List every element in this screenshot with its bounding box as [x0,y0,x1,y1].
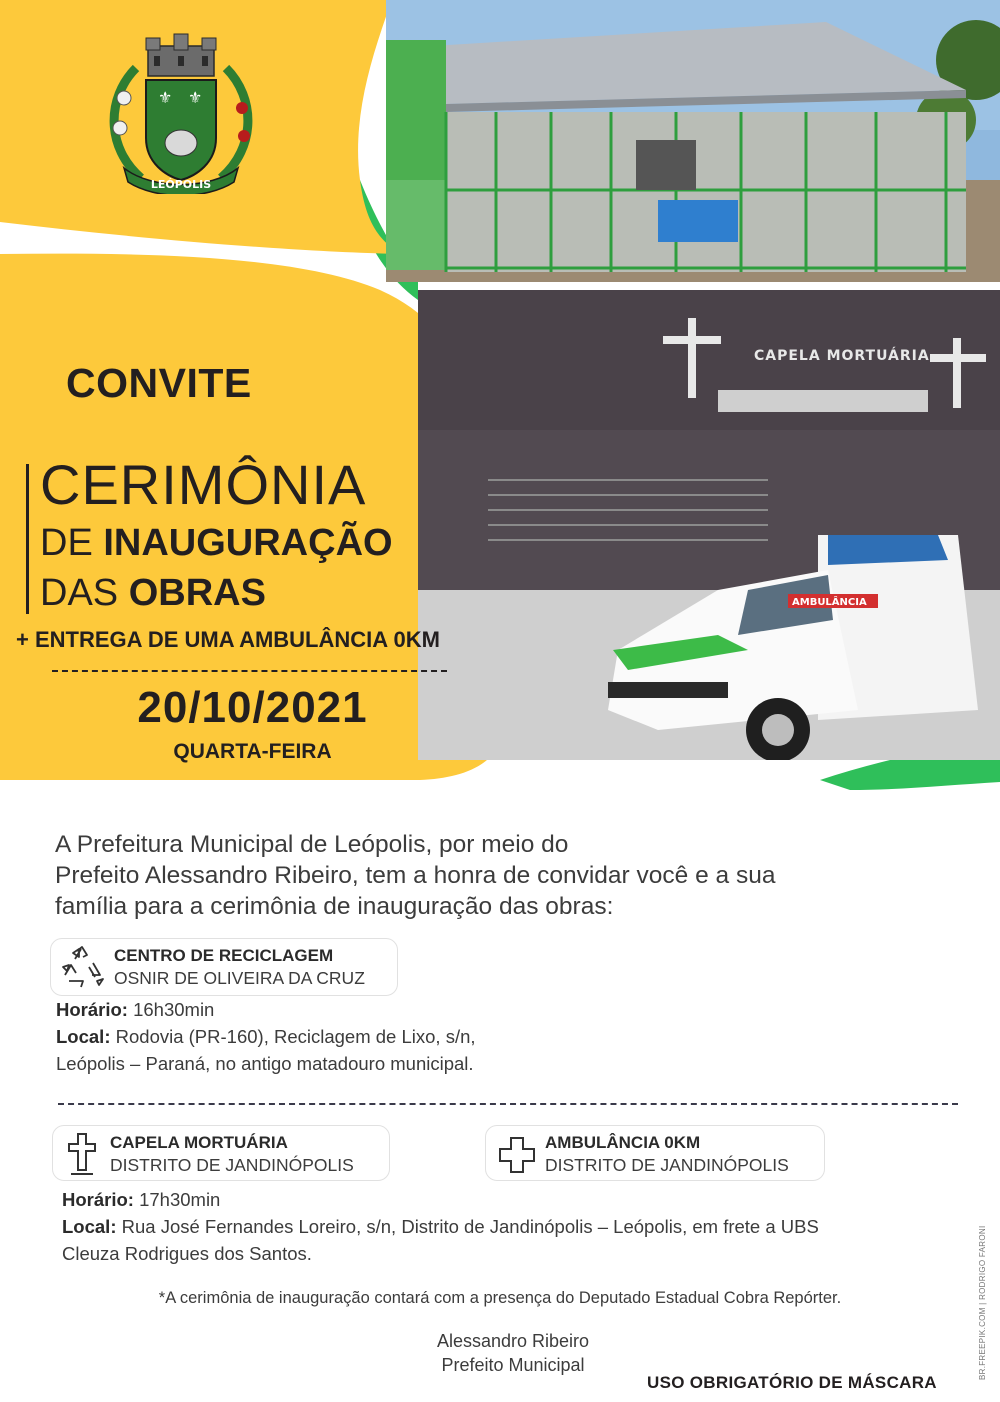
svg-text:AMBULÂNCIA: AMBULÂNCIA [792,597,867,608]
ceremony-title-line2: DE INAUGURAÇÃO [40,522,393,564]
dashed-divider [52,670,447,672]
signer-name: Alessandro Ribeiro [436,1331,590,1351]
svg-text:LEÓPOLIS: LEÓPOLIS [150,178,212,191]
mask-required-notice: USO OBRIGATÓRIO DE MÁSCARA [647,1373,937,1392]
cross-icon [59,1130,105,1176]
title-accent-bar [26,464,29,614]
jandinopolis-details: Horário: 17h30min Local: Rua José Fernandes Loreiro, s/n, Distrito de Jandinópolis – Leópolis, em frete a UBS Cleuza Rodrigues dos Santos. [62,1189,819,1264]
ambulance-subtitle: DISTRITO DE JANDINÓPOLIS [545,1155,789,1175]
intro-paragraph: A Prefeitura Municipal de Leópolis, por meio do Prefeito Alessandro Ribeiro, tem a honra de convidar você e a sua família para a cerimônia de inauguração das obras: [55,831,776,920]
recycle-icon [59,945,105,991]
chapel-ambulance-photo [418,290,1000,760]
invitation-label: CONVITE [66,360,252,406]
ceremony-title-line3: DAS OBRAS [40,572,266,614]
ceremony-title: CERIMÔNIA [40,453,367,516]
recycling-center-subtitle: OSNIR DE OLIVEIRA DA CRUZ [114,968,365,988]
ambulance-title: AMBULÂNCIA 0KM [545,1133,701,1152]
signer-role: Prefeito Municipal [441,1355,585,1375]
recycling-center-card [50,938,398,996]
image-credit: BR.FREEPIK.COM | RODRIGO FARONI [978,1225,987,1380]
svg-text:CAPELA MORTUÁRIA: CAPELA MORTUÁRIA [754,348,930,364]
medical-cross-icon [494,1132,540,1178]
event-date: 20/10/2021 [137,683,368,732]
recycling-center-title: CENTRO DE RECICLAGEM [114,946,334,965]
attendance-note: *A cerimônia de inauguração contará com a presença do Deputado Estadual Cobra Repórter. [158,1289,842,1307]
chapel-subtitle: DISTRITO DE JANDINÓPOLIS [110,1155,354,1175]
recycling-center-photo [386,0,1000,282]
chapel-card [52,1125,390,1181]
recycling-center-details: Horário: 16h30min Local: Rodovia (PR-160), Reciclagem de Lixo, s/n, Leópolis – Paraná, no antigo matadouro municipal. [56,999,476,1074]
chapel-title: CAPELA MORTUÁRIA [110,1133,288,1152]
ambulance-delivery-subtitle: + ENTREGA DE UMA AMBULÂNCIA 0KM [16,627,440,652]
event-weekday: QUARTA-FEIRA [173,740,332,763]
city-crest-logo [96,28,266,194]
svg-text:⚜: ⚜ [158,88,173,107]
section-dashed-divider [58,1103,958,1105]
ambulance-card [485,1125,825,1181]
svg-text:⚜: ⚜ [188,88,203,107]
